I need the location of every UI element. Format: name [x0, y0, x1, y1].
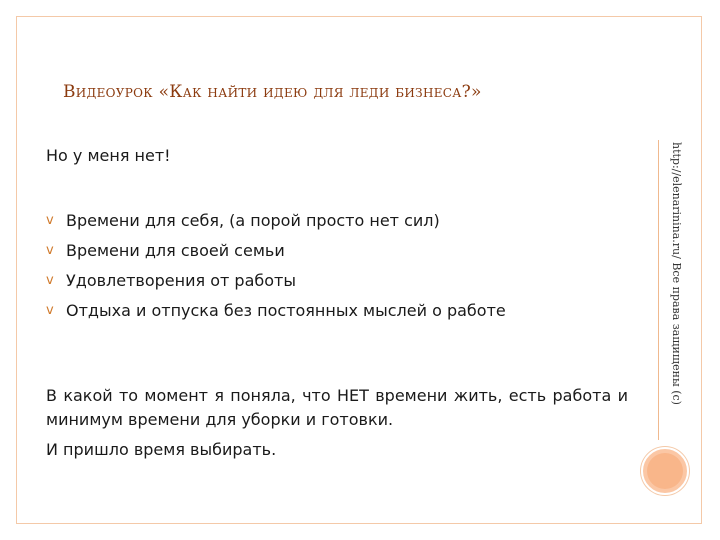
bullet-marker-icon: v [46, 302, 54, 318]
subtitle: Но у меня нет! [46, 146, 171, 165]
list-item [46, 265, 506, 295]
list-item-text: Отдыха и отпуска без постоянных мыслей о работе [66, 300, 506, 320]
bullet-marker-icon: v [46, 272, 54, 288]
body-paragraph: В какой то момент я поняла, что НЕТ времени жить, есть работа и минимум времени для уборки и готовки. [46, 386, 628, 429]
bullet-marker-icon: v [46, 212, 54, 228]
closing-line: И пришло время выбирать. [46, 440, 277, 459]
bullet-marker-icon: v [46, 242, 54, 258]
list-item [46, 235, 506, 265]
title-main: Как найти идею для леди бизнеса?» [169, 82, 482, 102]
bullet-list [46, 205, 506, 325]
decorative-circle-inner [647, 453, 683, 489]
slide-title [63, 82, 482, 102]
side-divider [658, 140, 659, 440]
list-item [46, 205, 506, 235]
list-item-text: Времени для своей семьи [66, 240, 285, 260]
list-item-text: Удовлетворения от работы [66, 270, 296, 290]
side-copyright-text: http://elenarinina.ru/ Все права защищены (с) [670, 142, 683, 405]
decorative-circle [641, 447, 689, 495]
list-item-text: Времени для себя, (а порой просто нет сил) [66, 210, 440, 230]
list-item [46, 295, 506, 325]
title-prefix: Видеоурок « [63, 82, 170, 102]
